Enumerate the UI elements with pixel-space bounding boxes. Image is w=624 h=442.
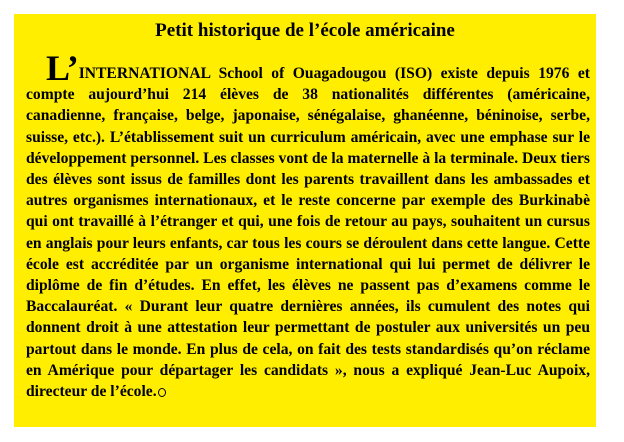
lead-caps: INTERNATIONAL (78, 65, 211, 82)
article-text: School of Ouagadougou (ISO) existe depuis 1976 et compte aujourd’hui 214 élèves de 38 nationalités différentes (américaine, canadienne, française, belge, japonaise, sénégalaise, ghanéenne, béninoise, serbe, suisse, etc.). L’établissement suit un curriculum américain, avec une emphase sur le développement personnel. Les classes vont de la maternelle à la terminale. Deux tiers des élèves sont issus de familles dont les parents travaillent dans les ambassades et autres organismes internationaux, et le reste concerne par exemple des Burkinabè qui ont travaillé à l’étranger et qui, une fois de retour au pays, souhaitent un cursus en anglais pour leurs enfants, car tous les cours se déroulent dans cette langue. Cette école est accréditée par un organisme international qui lui permet de délivrer le diplôme de fin d’études. En effet, les élèves ne passent pas d’examens comme le Baccalauréat. « Durant leur quatre dernières années, ils cumulent des notes qui donnent droit à une attestation leur permettant de postuler aux universités un peu partout dans le monde. En plus de cela, on fait des tests standardisés qu’on réclame en Amérique pour départager les candidats », nous a expliqué Jean-Luc Aupoix, directeur de l’école. (26, 65, 590, 401)
drop-cap: L’ (46, 48, 79, 88)
article-body (20, 48, 590, 402)
end-mark-icon (158, 388, 166, 397)
article-title: Petit historique de l’école américaine (155, 20, 455, 41)
article-box (14, 14, 596, 427)
